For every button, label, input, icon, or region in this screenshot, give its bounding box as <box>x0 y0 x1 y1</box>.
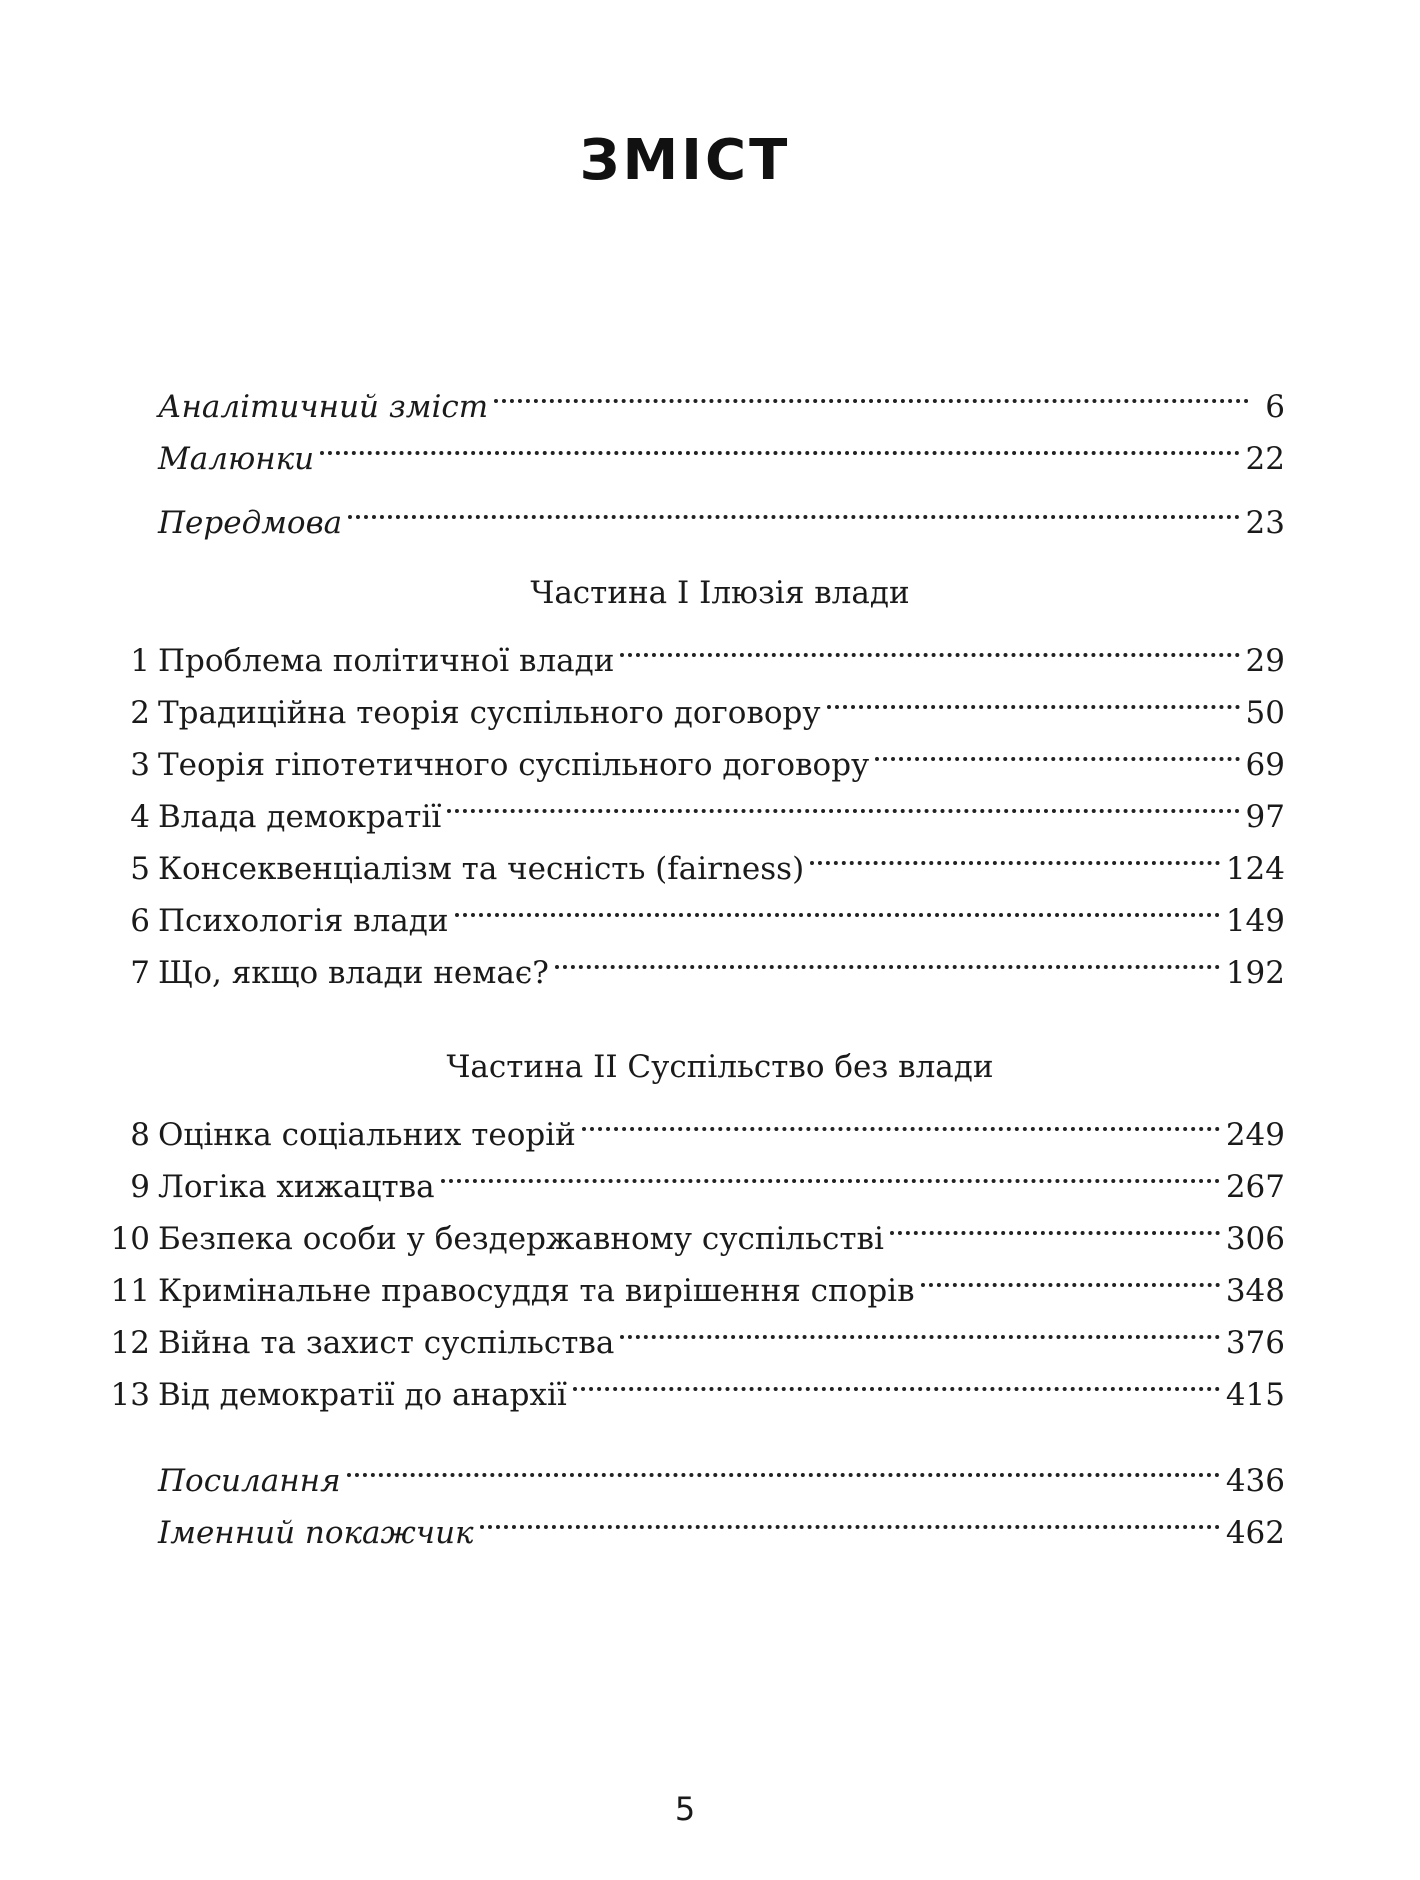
toc-entry-analytic-contents[interactable] <box>95 365 1285 425</box>
table-of-contents <box>95 365 1285 1551</box>
toc-entry-label: Психологія влади <box>158 903 449 939</box>
toc-entry-label: Логіка хижацтва <box>158 1169 435 1205</box>
toc-entry-preface[interactable] <box>95 481 1285 541</box>
toc-entry-label: Війна та захист суспільства <box>158 1325 615 1361</box>
chapter-number: 12 <box>110 1325 150 1361</box>
toc-entry-label: Проблема політичної влади <box>158 643 615 679</box>
toc-entry-label: Безпека особи у бездержавному суспільстві <box>158 1221 884 1257</box>
dot-leader <box>455 879 1220 931</box>
toc-entry-page: 376 <box>1225 1325 1285 1361</box>
page-title: ЗМІСТ <box>579 128 791 193</box>
toc-entry-label: Оцінка соціальних теорій <box>158 1117 576 1153</box>
toc-entry-page: 348 <box>1225 1273 1285 1309</box>
toc-entry-page: 192 <box>1225 955 1285 991</box>
toc-entry-label: Передмова <box>158 505 343 541</box>
toc-chapter-8[interactable] <box>95 1093 1285 1153</box>
chapter-number: 9 <box>130 1169 150 1205</box>
toc-entry-label: Іменний покажчик <box>158 1515 474 1551</box>
toc-entry-label: Кримінальне правосуддя та вирішення спорів <box>158 1273 915 1309</box>
chapter-number: 13 <box>110 1377 150 1413</box>
toc-entry-label: Консеквенціалізм та чесність (fairness) <box>158 851 805 887</box>
chapter-number: 3 <box>130 747 150 783</box>
dot-leader <box>620 619 1239 671</box>
dot-leader <box>890 1197 1220 1249</box>
toc-entry-page: 306 <box>1225 1221 1285 1257</box>
chapter-number: 7 <box>130 955 150 991</box>
toc-entry-page: 22 <box>1245 441 1285 477</box>
dot-leader <box>480 1491 1220 1543</box>
toc-entry-label: Що, якщо влади немає? <box>158 955 549 991</box>
toc-entry-page: 267 <box>1225 1169 1285 1205</box>
toc-entry-page: 29 <box>1245 643 1285 679</box>
dot-leader <box>827 671 1240 723</box>
dot-leader <box>921 1249 1220 1301</box>
dot-leader <box>320 417 1239 469</box>
toc-entry-label: Посилання <box>158 1463 341 1499</box>
dot-leader <box>441 1145 1220 1197</box>
toc-entry-page: 462 <box>1225 1515 1285 1551</box>
toc-entry-page: 415 <box>1225 1377 1285 1413</box>
dot-leader <box>555 931 1220 983</box>
toc-entry-label: Традиційна теорія суспільного договору <box>158 695 821 731</box>
chapter-number: 2 <box>130 695 150 731</box>
chapter-number: 4 <box>130 799 150 835</box>
toc-entry-page: 6 <box>1265 389 1285 425</box>
chapter-number: 8 <box>130 1117 150 1153</box>
dot-leader <box>810 827 1220 879</box>
dot-leader <box>347 1439 1220 1491</box>
dot-leader <box>573 1353 1220 1405</box>
toc-entry-page: 436 <box>1225 1463 1285 1499</box>
chapter-number: 1 <box>130 643 150 679</box>
dot-leader <box>447 775 1239 827</box>
toc-entry-page: 69 <box>1245 747 1285 783</box>
toc-entry-references[interactable] <box>95 1439 1285 1499</box>
chapter-number: 6 <box>130 903 150 939</box>
toc-entry-label: Теорія гіпотетичного суспільного договору <box>158 747 870 783</box>
toc-entry-page: 249 <box>1225 1117 1285 1153</box>
toc-entry-label: Аналітичний зміст <box>158 389 489 425</box>
dot-leader <box>494 365 1249 417</box>
page-number: 5 <box>674 1790 696 1828</box>
chapter-number: 10 <box>110 1221 150 1257</box>
toc-entry-page: 97 <box>1245 799 1285 835</box>
chapter-number: 11 <box>110 1273 150 1309</box>
dot-leader <box>620 1301 1220 1353</box>
dot-leader <box>582 1093 1220 1145</box>
toc-chapter-1[interactable] <box>95 619 1285 679</box>
part-2-heading: Частина ІІ Суспільство без влади <box>446 1049 994 1085</box>
toc-entry-page: 149 <box>1225 903 1285 939</box>
chapter-number: 5 <box>130 851 150 887</box>
toc-entry-page: 23 <box>1245 505 1285 541</box>
toc-entry-label: Малюнки <box>158 441 315 477</box>
toc-entry-label: Від демократії до анархії <box>158 1377 567 1413</box>
dot-leader <box>348 481 1239 533</box>
toc-entry-label: Влада демократії <box>158 799 442 835</box>
part-1-heading: Частина І Ілюзія влади <box>530 575 910 611</box>
toc-entry-page: 124 <box>1225 851 1285 887</box>
toc-entry-page: 50 <box>1245 695 1285 731</box>
dot-leader <box>875 723 1239 775</box>
